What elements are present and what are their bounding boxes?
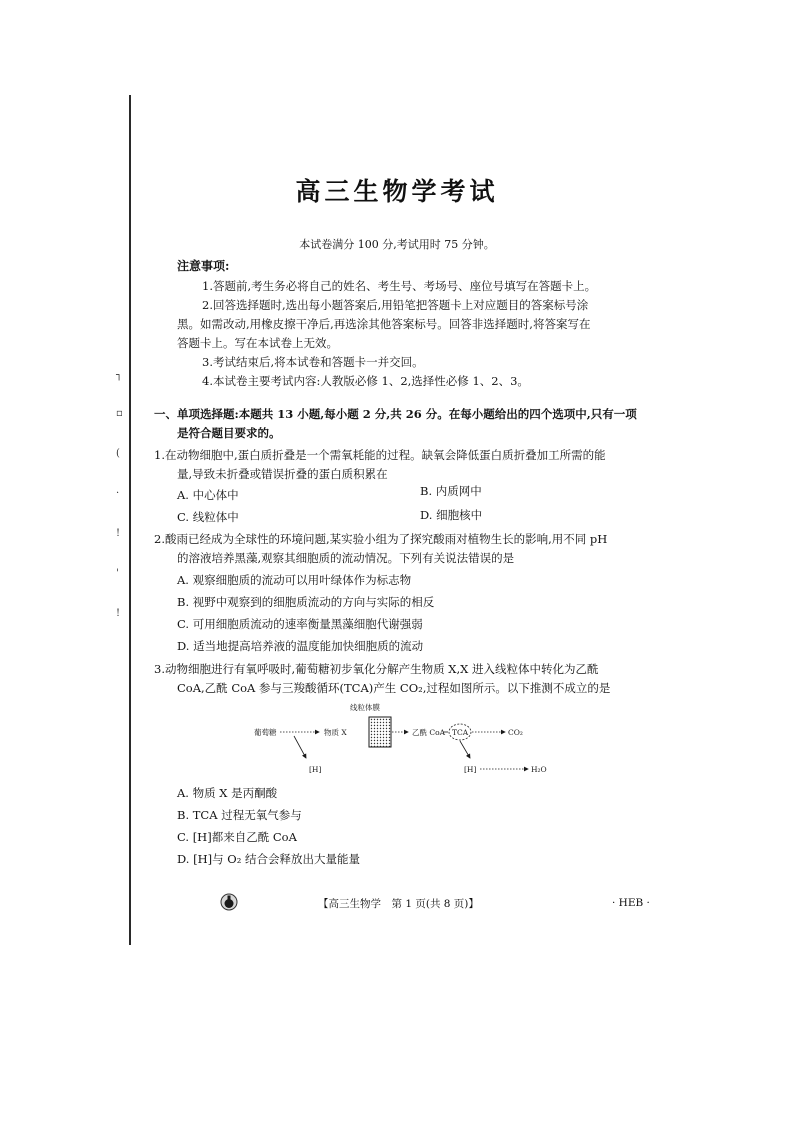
- diagram-h-right: [H]: [464, 765, 477, 774]
- notice-line-4: 答题卡上。写在本试卷上无效。: [177, 336, 338, 350]
- q3-option-c: C. [H]都来自乙酰 CoA: [177, 830, 297, 844]
- q2-stem-cont: 的溶液培养黑藻,观察其细胞质的流动情况。下列有关说法错误的是: [177, 551, 515, 565]
- q3-stem: 3.动物细胞进行有氧呼吸时,葡萄糖初步氧化分解产生物质 X,X 进入线粒体中转化为乙酰: [154, 662, 599, 676]
- exam-subtitle: 本试卷满分 100 分,考试用时 75 分钟。: [299, 238, 495, 251]
- diagram-acetyl-coa: 乙酰 CoA: [412, 728, 446, 737]
- q1-stem-cont: 量,导致未折叠或错误折叠的蛋白质积累在: [177, 467, 388, 481]
- mitochondrial-membrane-box: [369, 717, 391, 747]
- arrow-glucose-to-h: [294, 736, 306, 758]
- q1-option-d: D. 细胞核中: [420, 508, 483, 522]
- respiration-diagram: [250, 700, 560, 780]
- notice-heading: 注意事项:: [177, 259, 230, 273]
- q2-option-c: C. 可用细胞质流动的速率衡量黑藻细胞代谢强弱: [177, 617, 423, 631]
- q2-stem: 2.酸雨已经成为全球性的环境问题,某实验小组为了探究酸雨对植物生长的影响,用不同 pH: [154, 532, 608, 546]
- q1-option-c: C. 线粒体中: [177, 510, 239, 524]
- binding-margin-marks: ┐ ▫ ( · ! ' !: [116, 370, 123, 619]
- q2-option-b: B. 视野中观察到的细胞质流动的方向与实际的相反: [177, 595, 435, 609]
- diagram-tca: TCA: [452, 728, 469, 737]
- q1-option-b: B. 内质网中: [420, 484, 482, 498]
- q3-option-b: B. TCA 过程无氧气参与: [177, 808, 302, 822]
- binding-line: [129, 95, 131, 945]
- q3-option-d: D. [H]与 O₂ 结合会释放出大量能量: [177, 852, 360, 866]
- notice-line-1: 1.答题前,考生务必将自己的姓名、考生号、考场号、座位号填写在答题卡上。: [202, 279, 597, 293]
- q3-option-a: A. 物质 X 是丙酮酸: [177, 786, 278, 800]
- footer-code: · HEB ·: [612, 897, 650, 909]
- arrow-tca-to-h: [460, 741, 470, 758]
- notice-line-5: 3.考试结束后,将本试卷和答题卡一并交回。: [202, 355, 424, 369]
- section-heading: 一、单项选择题:本题共 13 小题,每小题 2 分,共 26 分。在每小题给出的四个选项中,只有一项: [154, 407, 637, 421]
- diagram-membrane-label: 线粒体膜: [350, 703, 380, 712]
- section-heading-cont: 是符合题目要求的。: [177, 426, 281, 440]
- diagram-h-left: [H]: [309, 765, 322, 774]
- q2-option-a: A. 观察细胞质的流动可以用叶绿体作为标志物: [177, 573, 412, 587]
- footer-page-info: 【高三生物学 第 1 页(共 8 页)】: [318, 898, 479, 910]
- notice-line-2: 2.回答选择题时,选出每小题答案后,用铅笔把答题卡上对应题目的答案标号涂: [202, 298, 589, 312]
- notice-line-3: 黑。如需改动,用橡皮擦干净后,再选涂其他答案标号。回答非选择题时,将答案写在: [177, 317, 591, 331]
- q3-stem-cont: CoA,乙酰 CoA 参与三羧酸循环(TCA)产生 CO₂,过程如图所示。以下推测不成立的是: [177, 681, 611, 695]
- diagram-co2: CO₂: [508, 728, 523, 737]
- exam-title: 高三生物学考试: [295, 177, 499, 206]
- diagram-substance-x: 物质 X: [324, 728, 347, 737]
- q1-stem: 1.在动物细胞中,蛋白质折叠是一个需氧耗能的过程。缺氧会降低蛋白质折叠加工所需的能: [154, 448, 606, 462]
- publisher-logo-icon: [220, 893, 238, 911]
- q1-option-a: A. 中心体中: [177, 488, 239, 502]
- q2-option-d: D. 适当地提高培养液的温度能加快细胞质的流动: [177, 639, 424, 653]
- diagram-glucose: 葡萄糖: [254, 728, 277, 737]
- diagram-h2o: H₂O: [531, 765, 547, 774]
- notice-line-6: 4.本试卷主要考试内容:人教版必修 1、2,选择性必修 1、2、3。: [202, 374, 529, 388]
